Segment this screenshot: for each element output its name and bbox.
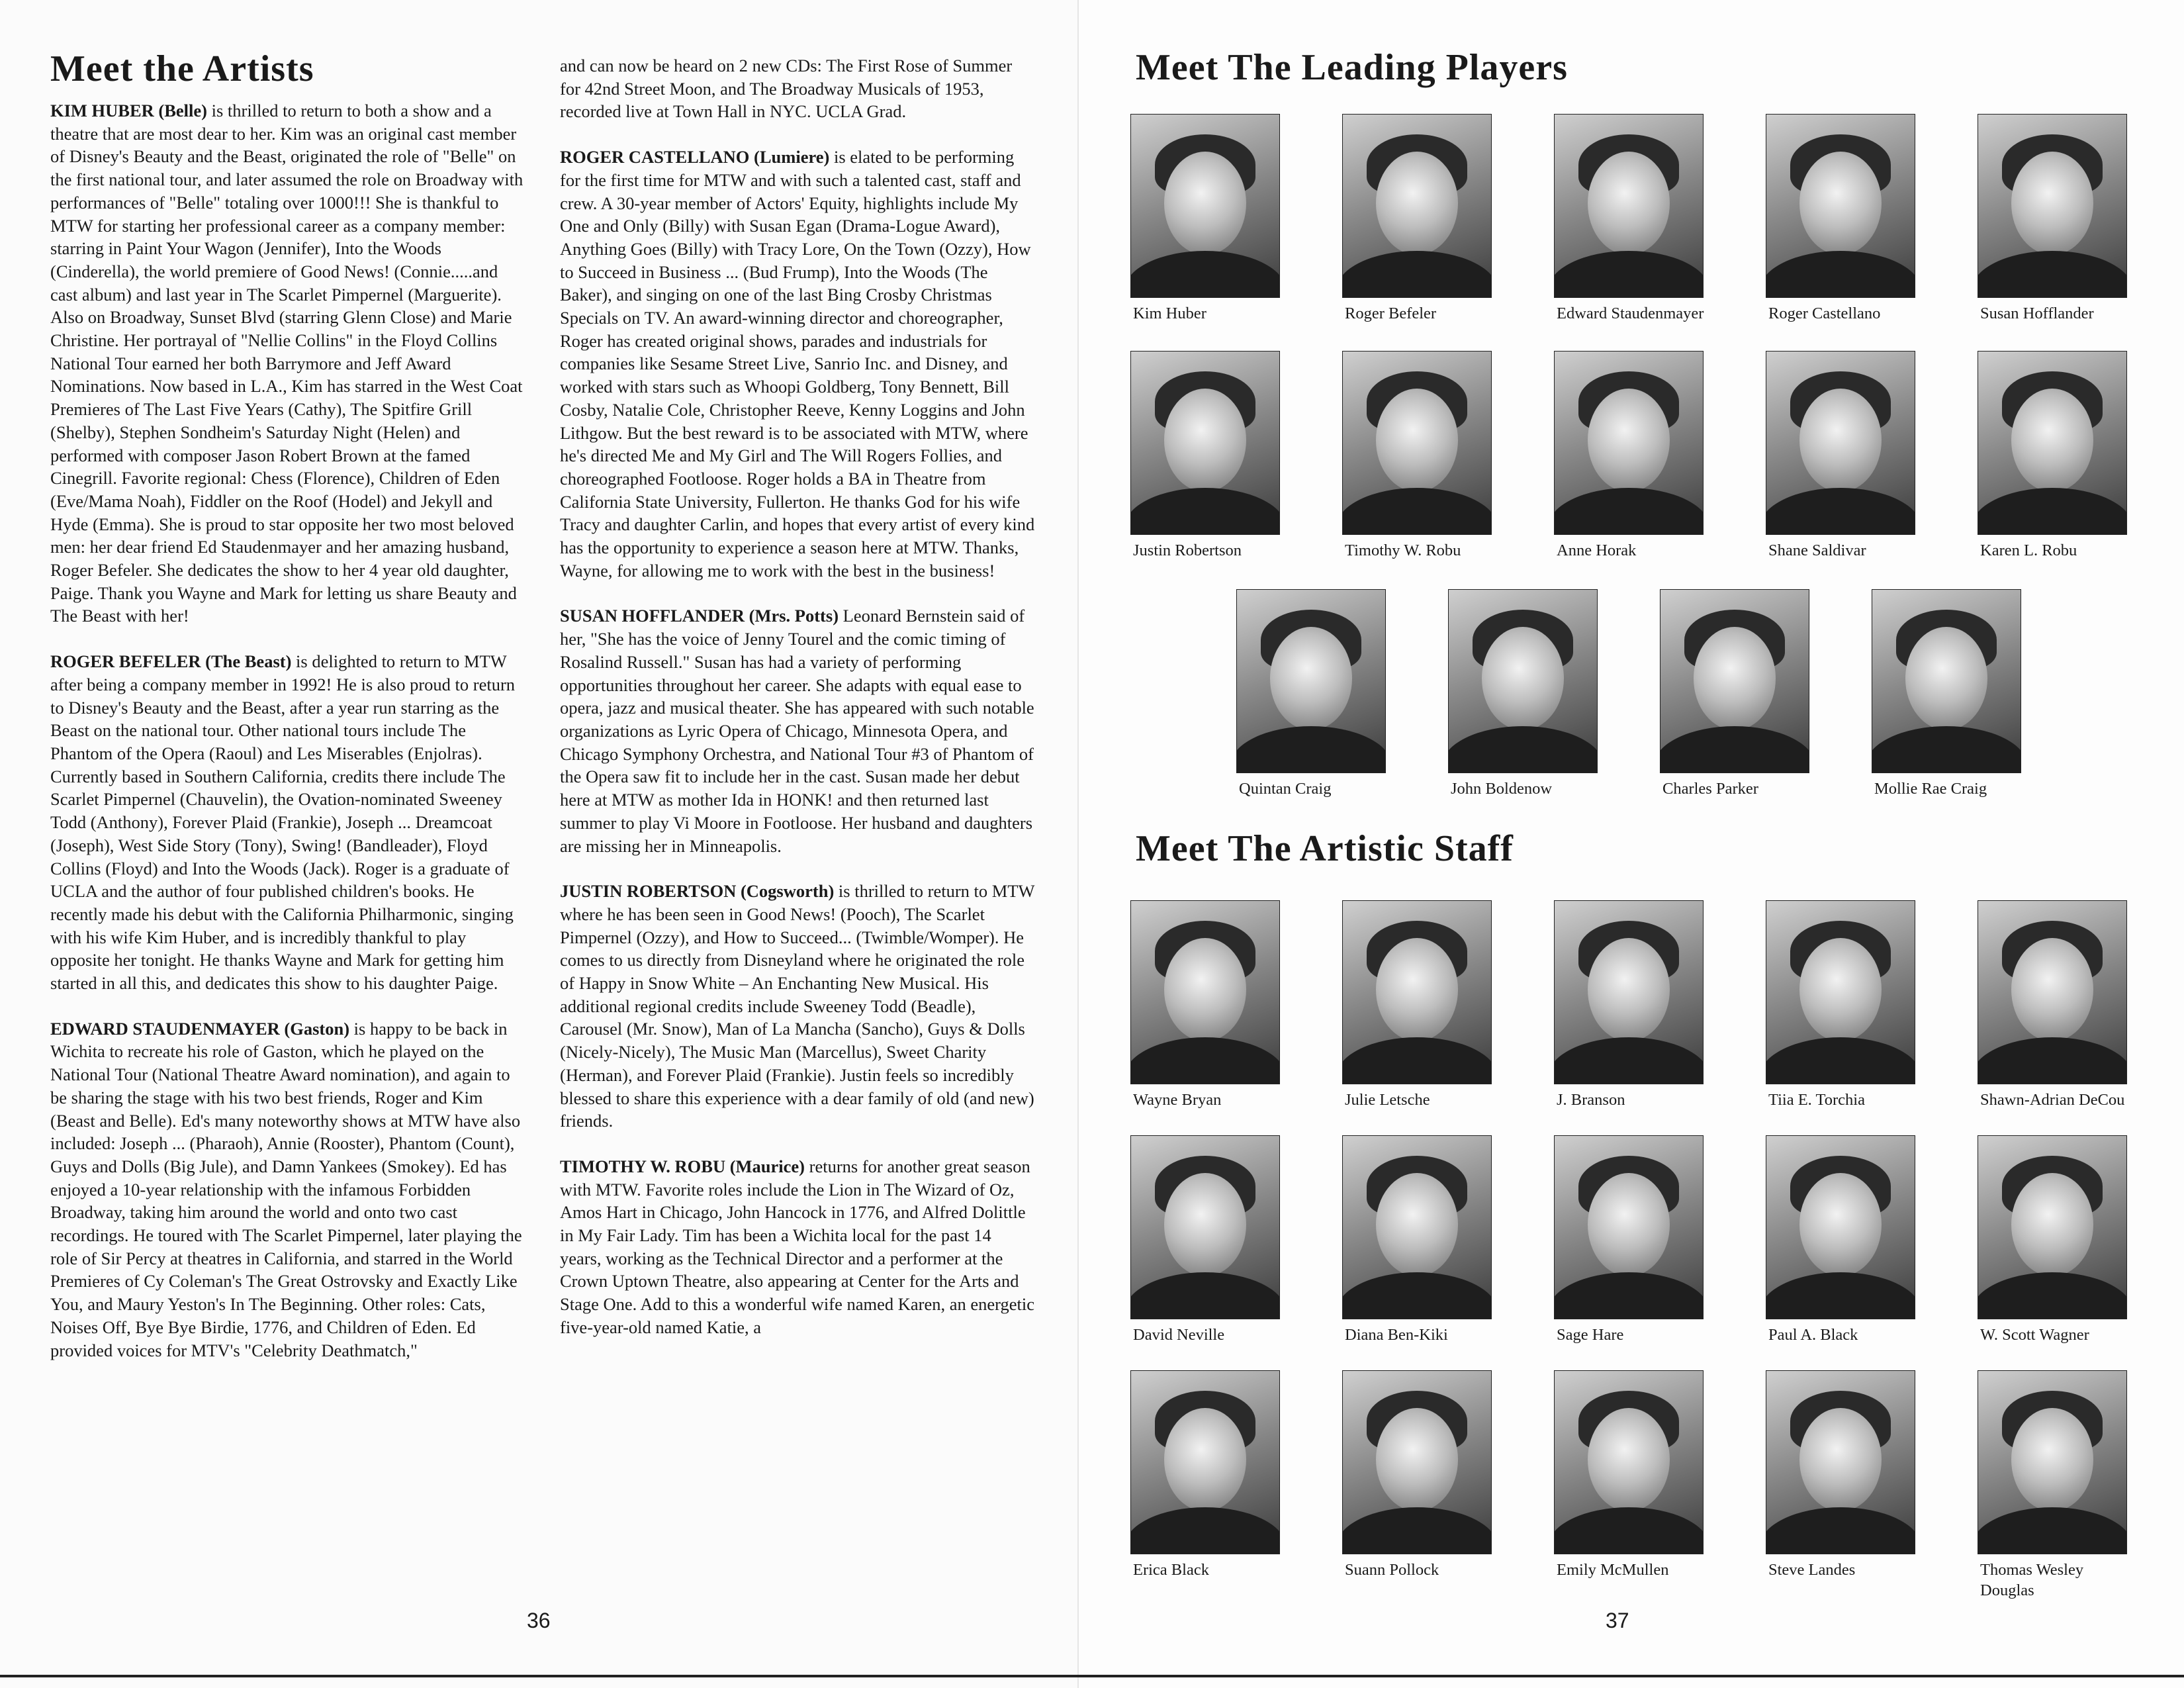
portrait-photo (1766, 900, 1915, 1084)
portrait-caption: David Neville (1133, 1326, 1225, 1344)
portrait-caption: Tiia E. Torchia (1768, 1091, 1865, 1109)
bio-column-2 (560, 54, 1036, 1362)
bio-timothy-robu: TIMOTHY W. ROBU (Maurice) returns for another great season with MTW. Favorite roles include the Lion in The Wizard of Oz, Amos Hart in Chicago, John Hancock in 1776, and Alfred Dolittle in My Fair Lady. Tim has been a Wichita local for the past 14 years, working as the Technical Director and a performer at the Crown Uptown Theatre, also appearing at Center for the Arts and Stage One. Add to this a wonderful wife named Karen, an energetic five-year-old named Katie, a (560, 1156, 1034, 1337)
portrait-photo (1978, 351, 2127, 535)
portrait-photo (1554, 114, 1704, 298)
bio-column-1 (50, 99, 527, 1384)
portrait-photo (1130, 114, 1280, 298)
portrait-photo (1448, 589, 1598, 773)
portrait-caption: Shawn-Adrian DeCou (1980, 1091, 2125, 1109)
portrait-caption: Emily McMullen (1557, 1561, 1669, 1579)
portrait-photo (1766, 1135, 1915, 1319)
portrait-caption: Charles Parker (1662, 780, 1758, 798)
meet-the-artists-heading: Meet the Artists (50, 48, 314, 89)
portrait-caption: Diana Ben-Kiki (1345, 1326, 1448, 1344)
portrait-caption: Quintan Craig (1239, 780, 1332, 798)
portrait-photo (1554, 1135, 1704, 1319)
portrait-caption: Roger Castellano (1768, 305, 1881, 322)
portrait-caption: Kim Huber (1133, 305, 1206, 322)
portrait-caption: Shane Saldivar (1768, 541, 1866, 559)
portrait-caption: Erica Black (1133, 1561, 1209, 1579)
portrait-photo (1130, 1370, 1280, 1554)
portrait-photo (1554, 1370, 1704, 1554)
bio-justin-robertson: JUSTIN ROBERTSON (Cogsworth) is thrilled to return to MTW where he has been seen in Good News! (Pooch), The Scarlet Pimpernel (Ozzy), and How to Succeed... (Twimble/Womper). He comes to us directly from Disneyland where he originated the role of Happy in Snow White – An Enchanting New Musical. His additional regional credits include Sweeney Todd (Beadle), Carousel (Mr. Snow), Man of La Mancha (Sancho), Guys & Dolls (Nicely-Nicely), The Music Man (Marcellus), Sweet Charity (Herman), and Forever Plaid (Frankie). Justin feels so incredibly blessed to share this experience with a dear family of old (and new) friends. (560, 881, 1035, 1131)
portrait-caption: Edward Staudenmayer (1557, 305, 1704, 322)
right-page (1079, 0, 2184, 1688)
portrait-photo (1130, 900, 1280, 1084)
portrait-caption: Mollie Rae Craig (1874, 780, 1987, 798)
bio-roger-befeler: ROGER BEFELER (The Beast) is delighted to return to MTW after being a company member in 1992! He is also proud to return to Disney's Beauty and the Beast, after a year run starring as the Beast on the national tour. Other national tours include The Phantom of the Opera (Raoul) and Les Miserables (Enjolras). Currently based in Southern California, credits there include The Scarlet Pimpernel (Chauvelin), the Ovation-nominated Sweeney Todd (Anthony), Forever Plaid (Frankie), Joseph ... Dreamcoat (Joseph), West Side Story (Tony), Swing! (Bandleader), Floyd Collins (Floyd) and Into the Woods (Jack). Roger is a graduate of UCLA and the author of four published children's books. He recently made his debut with the California Philharmonic, singing with his wife Kim Huber, and is incredibly thankful to play opposite her tonight. He thanks Wayne and Mark for getting him started in all this, and dedicates this show to his daughter Paige. (50, 651, 516, 994)
left-page (0, 0, 1079, 1688)
portrait-caption: W. Scott Wagner (1980, 1326, 2089, 1344)
portrait-caption: Wayne Bryan (1133, 1091, 1222, 1109)
portrait-photo (1978, 114, 2127, 298)
portrait-photo (1130, 1135, 1280, 1319)
page-number-37: 37 (1606, 1609, 1629, 1632)
portrait-caption: Julie Letsche (1345, 1091, 1430, 1109)
portrait-caption: Justin Robertson (1133, 541, 1242, 559)
bottom-rule (0, 1675, 2184, 1677)
portrait-caption: John Boldenow (1451, 780, 1553, 798)
portrait-caption: Suann Pollock (1345, 1561, 1439, 1579)
portrait-photo (1872, 589, 2021, 773)
bio-roger-castellano: ROGER CASTELLANO (Lumiere) is elated to be performing for the first time for MTW and with such a talented cast, staff and crew. A 30-year member of Actors' Equity, highlights include My One and Only (Billy) with Susan Egan (Drama-Logue Award), Anything Goes (Billy) with Tracy Lore, On the Town (Ozzy), How to Succeed in Business ... (Bud Frump), Into the Woods (The Baker), and singing on one of the last Bing Crosby Christmas Specials on TV. An award-winning director and choreographer, Roger has created original shows, parades and industrials for companies like Sesame Street Live, Sanrio Inc. and Disney, and worked with stars such as Whoopi Goldberg, Tony Bennett, Bill Cosby, Natalie Cole, Christopher Reeve, Kenny Loggins and John Lithgow. But the best reward is to be associated with MTW, where he's directed Me and My Girl and The Will Rogers Follies, and choreographed Footloose. Roger holds a BA in Theatre from California State University, Fullerton. He thanks God for his wife Tracy and daughter Carlin, and hopes that every artist of every kind has the opportunity to experience a season here at MTW. Thanks, Wayne, for allowing me to work with the best in the business! (560, 147, 1035, 581)
portrait-caption: Anne Horak (1557, 541, 1637, 559)
portrait-photo (1766, 1370, 1915, 1554)
portrait-photo (1978, 900, 2127, 1084)
page-number-36: 36 (527, 1609, 551, 1632)
portrait-caption: Paul A. Black (1768, 1326, 1858, 1344)
portrait-caption: Susan Hofflander (1980, 305, 2094, 322)
portrait-photo (1130, 351, 1280, 535)
portrait-photo (1342, 900, 1492, 1084)
bio-staudenmayer-continued: and can now be heard on 2 new CDs: The First Rose of Summer for 42nd Street Moon, and The Broadway Musicals of 1953, recorded live at Town Hall in NYC. UCLA Grad. (560, 56, 1013, 122)
portrait-photo (1342, 1135, 1492, 1319)
portrait-photo (1766, 351, 1915, 535)
portrait-caption: Karen L. Robu (1980, 541, 2077, 559)
portrait-caption: Timothy W. Robu (1345, 541, 1461, 559)
portrait-photo (1554, 900, 1704, 1084)
meet-the-artistic-staff-heading: Meet The Artistic Staff (1136, 828, 1514, 869)
bio-kim-huber: KIM HUBER (Belle) is thrilled to return to both a show and a theatre that are most dear to her. Kim was an original cast member of Disney's Beauty and the Beast, originated the role of "Belle" on the first national tour, and later assumed the role on Broadway with performances of "Belle" totaling over 1000!!! She is thankful to MTW for starting her professional career as a company member: starring in Paint Your Wagon (Jennifer), Into the Woods (Cinderella), the world premiere of Good News! (Connie.....and cast album) and last year in The Scarlet Pimpernel (Marguerite). Also on Broadway, Sunset Blvd (starring Glenn Close) and Marie Christine. Her portrayal of "Nellie Collins" in the Floyd Collins National Tour earned her both Barrymore and Jeff Award Nominations. Now based in L.A., Kim has starred in the West Coat Premieres of The Last Five Years (Cathy), The Spitfire Grill (Shelby), Stephen Sondheim's Saturday Night (Helen) and performed with composer Jason Robert Brown at the famed Cinegrill. Favorite regional: Chess (Florence), Children of Eden (Eve/Mama Noah), Fiddler on the Roof (Hodel) and Jekyll and Hyde (Emma). She is proud to star opposite her two most beloved men: her dear friend Ed Staudenmayer and her amazing husband, Roger Befeler. She dedicates the show to her 4 year old daughter, Paige. Thank you Wayne and Mark for letting us share Beauty and The Beast with her! (50, 101, 523, 626)
portrait-caption: Thomas Wesley Douglas (1980, 1561, 2084, 1599)
portrait-photo (1554, 351, 1704, 535)
portrait-photo (1766, 114, 1915, 298)
portrait-photo (1342, 1370, 1492, 1554)
portrait-photo (1236, 589, 1386, 773)
portrait-photo (1978, 1370, 2127, 1554)
portrait-photo (1342, 114, 1492, 298)
bio-susan-hofflander: SUSAN HOFFLANDER (Mrs. Potts) Leonard Bernstein said of her, "She has the voice of Jenny Tourel and the comic timing of Rosalind Russell." Susan has had a variety of performing opportunities throughout her career. She adapts with equal ease to opera, jazz and musical theater. She has appeared with such notable organizations as Lyric Opera of Chicago, Minnesota Opera, and Chicago Symphony Orchestra, and National Tour #3 of Phantom of the Opera saw fit to include her in the cast. Susan made her debut here at MTW as mother Ida in HONK! and then returned last summer to play Vi Moore in Footloose. Her husband and daughters are missing her in Minneapolis. (560, 606, 1034, 856)
meet-the-leading-players-heading: Meet The Leading Players (1136, 47, 1568, 88)
portrait-photo (1342, 351, 1492, 535)
portrait-photo (1978, 1135, 2127, 1319)
portrait-caption: Steve Landes (1768, 1561, 1856, 1579)
portrait-caption: Sage Hare (1557, 1326, 1624, 1344)
portrait-caption: Roger Befeler (1345, 305, 1437, 322)
portrait-caption: J. Branson (1557, 1091, 1625, 1109)
portrait-photo (1660, 589, 1809, 773)
bio-edward-staudenmayer: EDWARD STAUDENMAYER (Gaston) is happy to be back in Wichita to recreate his role of Gaston, which he played on the National Tour (National Theatre Award nomination), and again to be sharing the stage with his two best friends, Roger and Kim (Beast and Belle). Ed's many noteworthy shows at MTW have also included: Joseph ... (Pharaoh), Annie (Rooster), Phantom (Count), Guys and Dolls (Big Jule), and Damn Yankees (Smokey). Ed has enjoyed a 10-year relationship with the infamous Forbidden Broadway, taking him around the world and onto two cast recordings. He toured with The Scarlet Pimpernel, later playing the role of Sir Percy at theatres in California, and starred in the World Premieres of Cy Coleman's The Great Ostrovsky and Exactly Like You, and Maury Yeston's In The Beginning. Other roles: Cats, Noises Off, Bye Bye Birdie, 1776, and Children of Eden. Ed provided voices for MTV's "Celebrity Deathmatch," (50, 1018, 522, 1360)
